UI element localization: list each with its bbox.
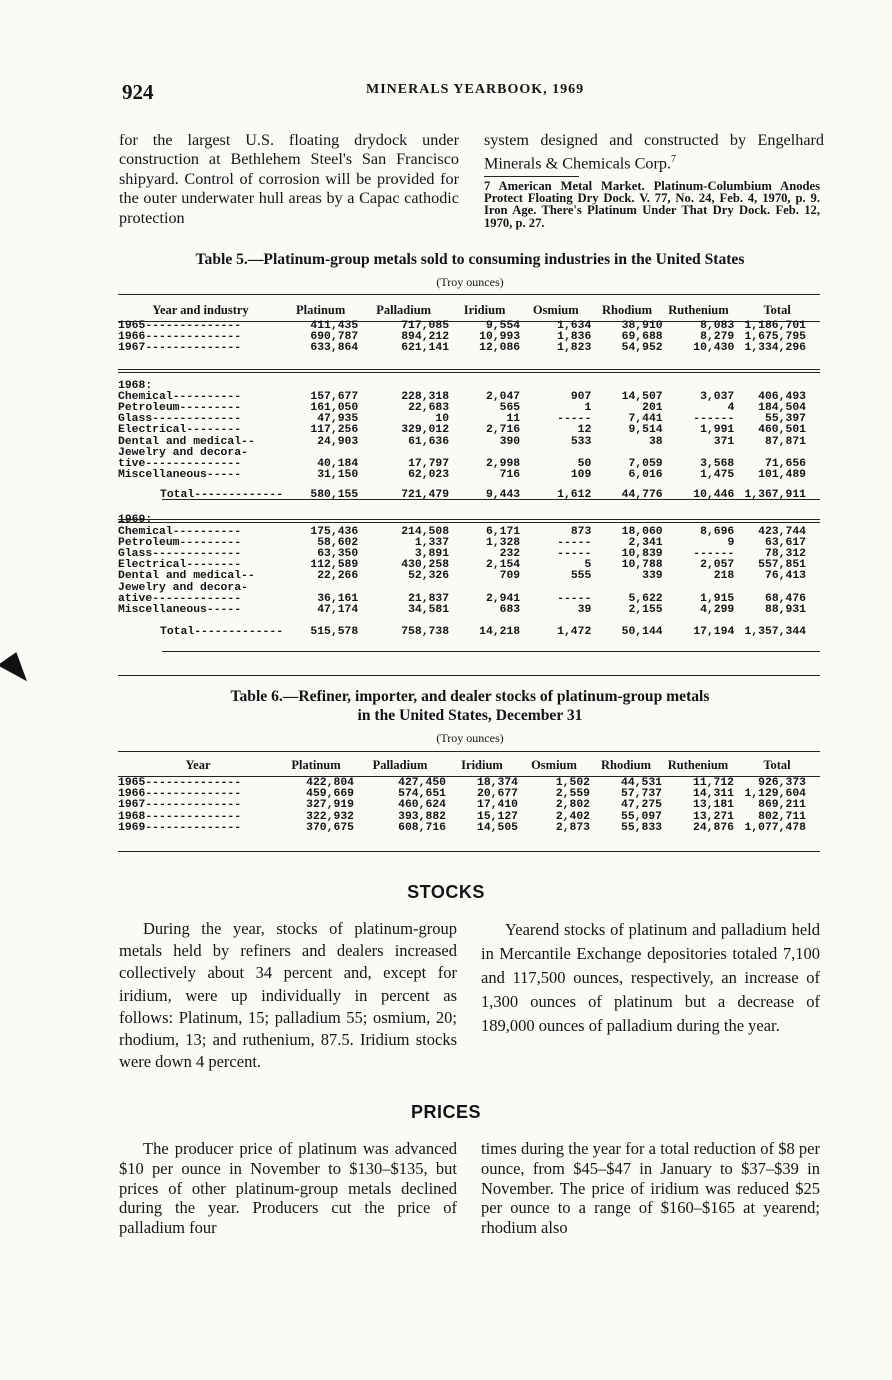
table-cell: 7,059 xyxy=(628,458,663,471)
table-cell: 869,211 xyxy=(758,799,806,812)
table-cell: 2,873 xyxy=(555,821,590,834)
total-cell: 1,367,911 xyxy=(744,489,806,502)
table-cell: 63,617 xyxy=(764,536,806,549)
table-cell: 11 xyxy=(506,413,521,426)
table-cell: 1,077,478 xyxy=(744,821,806,834)
table-cell: 2,802 xyxy=(555,799,590,812)
table-cell: 161,050 xyxy=(310,402,359,415)
total-cell: 1,612 xyxy=(557,489,592,502)
table-cell: 38,910 xyxy=(621,320,663,332)
stocks-heading: STOCKS xyxy=(407,882,485,902)
table-cell: 47,935 xyxy=(317,413,359,426)
stocks-right-text: Yearend stocks of platinum and palladium held in Mercantile Exchange depositories totaled 7,100 and 117,500 ounces, respectively, an increase of 1,300 ounces of platinum but a decrease of 189,000 ounces of palladium during the year. xyxy=(481,920,820,1035)
table-cell: 1,186,701 xyxy=(744,320,806,332)
table-row xyxy=(118,343,820,354)
leader-dots: --------- xyxy=(179,402,242,415)
table-cell: 371 xyxy=(713,435,735,448)
table6-units: (Troy ounces) xyxy=(436,731,504,745)
table-cell: 117,256 xyxy=(310,424,359,437)
leader-dots: ---------- xyxy=(172,525,242,538)
table6-top-rule xyxy=(118,751,820,752)
table-cell: 8,696 xyxy=(700,525,735,538)
row-label: Petroleum--------- xyxy=(118,402,242,415)
leader-dots: -------------- xyxy=(145,458,242,471)
row-label: 1966-------------- xyxy=(118,788,242,801)
table-cell: 717,085 xyxy=(401,320,450,332)
table5-header: Platinum xyxy=(295,302,346,317)
table5-header: Total xyxy=(763,302,791,317)
table-cell: 228,318 xyxy=(401,390,450,403)
table-cell: 690,787 xyxy=(310,331,359,344)
table-cell: 430,258 xyxy=(401,559,450,572)
table-cell: 109 xyxy=(570,469,592,482)
table-cell: 58,602 xyxy=(317,536,359,549)
table5-header: Palladium xyxy=(376,302,432,317)
leader-dots: -------- xyxy=(186,559,242,572)
table-cell: 76,413 xyxy=(764,570,806,583)
table-cell: 1,915 xyxy=(700,592,735,605)
table-cell: 633,864 xyxy=(310,342,359,355)
table-cell: 24,876 xyxy=(692,821,734,834)
table-cell: 17,797 xyxy=(408,458,450,471)
leader-dots: -------------- xyxy=(145,331,242,344)
row-label: ative------------- xyxy=(118,592,242,605)
table-cell: 22,683 xyxy=(408,402,450,415)
table5-units: (Troy ounces) xyxy=(436,275,504,289)
table-cell: 52,326 xyxy=(408,570,450,583)
table-cell: 9,514 xyxy=(628,424,663,437)
table-cell: 5 xyxy=(584,559,592,572)
table-cell: 2,998 xyxy=(485,458,521,471)
table-cell: ----- xyxy=(557,413,592,426)
table-cell: 57,737 xyxy=(620,788,662,801)
table6-header: Osmium xyxy=(531,757,577,772)
leader-dots: ------------- xyxy=(152,413,242,426)
table-row xyxy=(118,425,820,436)
table-cell: 1,328 xyxy=(485,536,521,549)
intro-right-paragraph xyxy=(484,131,824,174)
table-cell: 12 xyxy=(577,424,592,437)
footnote-ref: 7 xyxy=(671,154,677,166)
table-cell: 55,833 xyxy=(620,821,662,834)
table5-top-rule xyxy=(118,294,820,295)
stocks-left-text: During the year, stocks of platinum-group metals held by refiners and dealers increased collectively about 34 percent and, except for iridium, were up individually in percent as follows: Platinum, 15; palladium 55; osmium, 20; rhodium, 13; and ruthenium, 87.5. Iridium stocks were down 4 percent. xyxy=(119,919,457,1072)
table-cell: 34,581 xyxy=(408,604,450,617)
leader-dots: -------------- xyxy=(145,320,242,332)
table5-years-body xyxy=(118,321,820,381)
table-cell: 460,624 xyxy=(398,799,446,812)
row-label: Dental and medical-- xyxy=(118,570,255,583)
table-cell: 873 xyxy=(570,525,592,538)
table6-header: Year xyxy=(185,757,211,772)
table-spacer-cell xyxy=(118,616,820,624)
table-cell: 39 xyxy=(577,604,592,617)
intro-left-text: for the largest U.S. floating drydock under construction at Bethlehem Steel's San Francisco shipyard. Control of corrosion will be provided for the outer underwater hull areas by a Capac cathodic protection xyxy=(119,131,459,227)
total-label: Total------------- xyxy=(160,626,284,639)
table-cell: 18,060 xyxy=(621,525,663,538)
leader-dots: -------------- xyxy=(145,799,242,812)
table-cell: 533 xyxy=(570,435,592,448)
table-cell: 322,932 xyxy=(306,810,354,823)
table-cell: 1,836 xyxy=(557,331,592,344)
leader-dots: -- xyxy=(241,570,255,583)
table-cell: 370,675 xyxy=(306,821,354,834)
table5-header: Rhodium xyxy=(601,302,652,317)
table-cell: 10,993 xyxy=(479,331,521,344)
total-cell: 14,218 xyxy=(479,626,521,639)
table-spacer xyxy=(118,616,820,624)
table-cell: 406,493 xyxy=(758,390,806,403)
leader-dots: ------------- xyxy=(194,626,284,639)
table-cell: 18,374 xyxy=(476,777,518,789)
leader-dots: ------------- xyxy=(152,548,242,561)
table6-header: Ruthenium xyxy=(667,757,729,772)
table-cell: 3,568 xyxy=(700,458,735,471)
table5-total1969-rule xyxy=(162,651,820,652)
table-cell: 6,016 xyxy=(628,469,663,482)
table6-bottom-rule xyxy=(118,851,820,852)
leader-dots: --------- xyxy=(179,536,242,549)
table-cell: 7,441 xyxy=(628,413,663,426)
table-cell: 2,559 xyxy=(555,788,590,801)
table-cell: 557,851 xyxy=(758,559,806,572)
table-cell: 55,397 xyxy=(764,413,806,426)
table-cell: 201 xyxy=(642,402,663,415)
table-cell: 88,931 xyxy=(764,604,806,617)
table-cell: 4,299 xyxy=(700,604,735,617)
table-cell: 393,882 xyxy=(398,810,446,823)
leader-dots: -- xyxy=(241,435,255,448)
table-cell: 2,402 xyxy=(555,810,590,823)
footnote: 7 American Metal Market. Platinum-Columbium Anodes Protect Floating Dry Dock. V. 77, No. 24, Feb. 4, 1970, p. 9. Iron Age. There's Platinum Under That Dry Dock. Feb. 12, 1970, p. 27. xyxy=(484,179,820,230)
leader-dots: -------------- xyxy=(145,777,242,789)
row-label: 1968-------------- xyxy=(118,810,242,823)
table-cell: 87,871 xyxy=(764,435,806,448)
table-cell: 232 xyxy=(499,548,521,561)
total-cell: 44,776 xyxy=(621,489,663,502)
table-spacer-cell xyxy=(118,355,820,381)
row-label: Chemical---------- xyxy=(118,525,242,538)
table-cell: ----- xyxy=(557,548,592,561)
table-row xyxy=(118,470,820,481)
table-cell: 14,505 xyxy=(476,821,518,834)
table-cell: 422,804 xyxy=(306,777,354,789)
total-cell: 1,357,344 xyxy=(744,626,806,639)
table-cell: 15,127 xyxy=(476,810,518,823)
table-cell: 460,501 xyxy=(758,424,806,437)
table-cell: 4 xyxy=(727,402,735,415)
table-cell: 218 xyxy=(713,570,735,583)
page-marker-arrow xyxy=(0,652,34,690)
row-label: Electrical-------- xyxy=(118,424,242,437)
table-cell: 10,839 xyxy=(621,548,663,561)
table-cell: 1,475 xyxy=(700,469,735,482)
table-cell: 716 xyxy=(499,469,521,482)
section-label: 1969: xyxy=(118,514,153,527)
table-cell: 709 xyxy=(499,570,521,583)
table-cell: 14,311 xyxy=(692,788,734,801)
table-cell: 40,184 xyxy=(317,458,359,471)
table-cell: 24,903 xyxy=(317,435,359,448)
leader-dots: -------------- xyxy=(145,810,242,823)
table-spacer xyxy=(118,355,820,381)
table5 xyxy=(118,299,820,638)
table-cell: 6,171 xyxy=(485,525,521,538)
table-cell: 50 xyxy=(577,458,592,471)
table-cell: 78,312 xyxy=(764,548,806,561)
table-cell: 926,373 xyxy=(758,777,806,789)
table-cell: ------ xyxy=(693,548,735,561)
table6-header: Platinum xyxy=(291,757,341,772)
row-label: 1967-------------- xyxy=(118,799,242,812)
total-cell: 10,446 xyxy=(693,489,735,502)
table5-header: Osmium xyxy=(532,302,579,317)
table-cell: 2,341 xyxy=(628,536,663,549)
table-cell: 2,941 xyxy=(485,592,521,605)
table-cell: 11,712 xyxy=(692,777,734,789)
table-cell: 8,083 xyxy=(700,320,735,332)
leader-dots: -------- xyxy=(186,424,242,437)
table-cell: 9 xyxy=(727,536,735,549)
table-cell: 12,086 xyxy=(479,342,521,355)
page-number: 924 xyxy=(122,80,154,104)
table-cell: 1,634 xyxy=(557,320,592,332)
table-cell: 3,891 xyxy=(414,548,450,561)
table-cell: ------ xyxy=(693,413,735,426)
table-spacer-cell xyxy=(118,501,820,515)
leader-dots: ----- xyxy=(206,604,242,617)
table-cell: 38 xyxy=(648,435,663,448)
table5-bottom-rule xyxy=(118,675,820,676)
table-cell: 427,450 xyxy=(398,777,446,789)
table-cell: 22,266 xyxy=(317,570,359,583)
table-cell: 31,150 xyxy=(317,469,359,482)
table-cell: 1,991 xyxy=(700,424,735,437)
table-cell: 9,554 xyxy=(485,320,521,332)
total-cell: 758,738 xyxy=(401,626,450,639)
row-label: Electrical-------- xyxy=(118,559,242,572)
row-label: 1969-------------- xyxy=(118,821,242,834)
table-cell: 44,531 xyxy=(620,777,662,789)
table-cell: 184,504 xyxy=(758,402,806,415)
row-label: 1965-------------- xyxy=(118,777,242,789)
row-label: Jewelry and decora- xyxy=(118,581,248,594)
row-label: Miscellaneous----- xyxy=(118,469,242,482)
table5-header: Ruthenium xyxy=(668,302,729,317)
total-cell: 17,194 xyxy=(693,626,735,639)
total-label: Total------------- xyxy=(160,489,284,502)
row-label: tive-------------- xyxy=(118,458,242,471)
total-cell: 9,443 xyxy=(485,489,521,502)
table-cell: 10,788 xyxy=(621,559,663,572)
table-cell: ----- xyxy=(557,592,592,605)
table-cell: 555 xyxy=(570,570,592,583)
table-cell: 13,181 xyxy=(692,799,734,812)
total-cell: 721,479 xyxy=(401,489,450,502)
total-cell: 50,144 xyxy=(621,626,663,639)
leader-dots: ------------- xyxy=(152,592,242,605)
table-cell: 339 xyxy=(642,570,663,583)
table-cell: 157,677 xyxy=(310,390,359,403)
table-cell: ----- xyxy=(557,536,592,549)
table-cell: 1,129,604 xyxy=(744,788,806,801)
row-label: Glass------------- xyxy=(118,413,242,426)
table-cell: 683 xyxy=(499,604,521,617)
running-title: MINERALS YEARBOOK, 1969 xyxy=(366,82,585,97)
row-label: Jewelry and decora- xyxy=(118,446,248,459)
table-row-total xyxy=(118,624,820,638)
table-cell: 68,476 xyxy=(764,592,806,605)
intro-right-text: system designed and constructed by Engelhard Minerals & Chemicals Corp. xyxy=(484,131,824,173)
table-cell: 327,919 xyxy=(306,799,354,812)
table6-header: Rhodium xyxy=(600,757,652,772)
table-cell: 63,350 xyxy=(317,548,359,561)
table6-header: Total xyxy=(763,757,791,772)
table6-header: Iridium xyxy=(461,757,503,772)
table-cell: 62,023 xyxy=(408,469,450,482)
table-cell: 1 xyxy=(584,402,592,415)
table-cell: 17,410 xyxy=(476,799,518,812)
row-label: Dental and medical-- xyxy=(118,435,255,448)
table-cell: 2,154 xyxy=(485,559,521,572)
table6 xyxy=(118,755,820,834)
prices-left-text: The producer price of platinum was advanced $10 per ounce in November to $130–$135, but prices of other platinum-group metals declined during the year. Producers cut the price of palladium four xyxy=(119,1139,457,1238)
table-cell: 1,334,296 xyxy=(744,342,806,355)
leader-dots: ----- xyxy=(206,469,242,482)
prices-right-text: times during the year for a total reduction of $8 per ounce, from $45–$47 in January to $37–$39 in November. The price of iridium was reduced $25 per ounce to a range of $160–$165 at yearend; rhodium also xyxy=(481,1139,820,1238)
row-label: Chemical---------- xyxy=(118,390,242,403)
leader-dots: -------------- xyxy=(145,821,242,834)
table-cell: 36,161 xyxy=(317,592,359,605)
table-spacer xyxy=(118,501,820,515)
table-cell: 112,589 xyxy=(310,559,359,572)
table-cell: 10,430 xyxy=(693,342,735,355)
leader-dots: ------------- xyxy=(194,489,284,502)
table5-header: Year and industry xyxy=(152,302,249,317)
table5-1969-body xyxy=(118,515,820,638)
table-cell: 459,669 xyxy=(306,788,354,801)
table-cell: 47,275 xyxy=(620,799,662,812)
table-cell: 2,047 xyxy=(485,390,521,403)
leader-dots: -------------- xyxy=(145,342,242,355)
table-cell: 214,508 xyxy=(401,525,450,538)
table-row-total xyxy=(118,487,820,501)
table-cell: 2,716 xyxy=(485,424,521,437)
table-cell: 54,952 xyxy=(621,342,663,355)
table-cell: 565 xyxy=(499,402,521,415)
table-cell: 175,436 xyxy=(310,525,359,538)
table-cell: 574,651 xyxy=(398,788,446,801)
table5-title: Table 5.—Platinum-group metals sold to consuming industries in the United States xyxy=(195,251,745,268)
table-cell: 802,711 xyxy=(758,810,806,823)
row-label: 1967-------------- xyxy=(118,342,242,355)
total-cell: 515,578 xyxy=(310,626,359,639)
prices-heading: PRICES xyxy=(410,1102,482,1122)
table6-header: Palladium xyxy=(372,757,428,772)
table-cell: 2,057 xyxy=(700,559,735,572)
table-cell: 423,744 xyxy=(758,525,806,538)
table-cell: 101,489 xyxy=(758,469,806,482)
table-cell: 2,155 xyxy=(628,604,663,617)
table-cell: 21,837 xyxy=(408,592,450,605)
table-cell: 3,037 xyxy=(700,390,735,403)
table-cell: 61,636 xyxy=(408,435,450,448)
table-row xyxy=(118,571,820,582)
total-cell: 1,472 xyxy=(557,626,592,639)
table5-1968-body xyxy=(118,381,820,516)
table-row xyxy=(118,823,820,834)
table6-title-line1: Table 6.—Refiner, importer, and dealer stocks of platinum-group metals xyxy=(230,688,710,705)
table-cell: 69,688 xyxy=(621,331,663,344)
table-cell: 1,823 xyxy=(557,342,592,355)
leader-dots: ---------- xyxy=(172,390,242,403)
footnote-rule xyxy=(484,176,579,177)
table-cell: 621,141 xyxy=(401,342,450,355)
section-label: 1968: xyxy=(118,379,153,392)
table-cell: 1,502 xyxy=(555,777,590,789)
row-label: 1965-------------- xyxy=(118,320,242,332)
table-cell: 411,435 xyxy=(310,320,359,332)
table-cell: 13,271 xyxy=(692,810,734,823)
table-cell: 14,507 xyxy=(621,390,663,403)
table-cell: 1,337 xyxy=(414,536,450,549)
table-cell: 55,097 xyxy=(620,810,662,823)
table-cell: 608,716 xyxy=(398,821,446,834)
table6-title-line2: in the United States, December 31 xyxy=(357,707,583,724)
table-cell: 907 xyxy=(570,390,592,403)
table-cell: 5,622 xyxy=(628,592,663,605)
table-cell: 329,012 xyxy=(401,424,450,437)
row-label: Miscellaneous----- xyxy=(118,604,242,617)
table5-header: Iridium xyxy=(463,302,506,317)
table-row xyxy=(118,605,820,616)
table-cell: 47,174 xyxy=(317,604,359,617)
table-cell: 1,675,795 xyxy=(744,331,806,344)
table-cell: 8,279 xyxy=(700,331,735,344)
total-cell: 580,155 xyxy=(310,489,359,502)
table-cell: 894,212 xyxy=(401,331,450,344)
table-cell: 20,677 xyxy=(476,788,518,801)
row-label: Glass------------- xyxy=(118,548,242,561)
table6-body xyxy=(118,775,820,834)
table-cell: 390 xyxy=(499,435,521,448)
row-label: 1966-------------- xyxy=(118,331,242,344)
table-cell: 10 xyxy=(435,413,450,426)
table-cell: 71,656 xyxy=(764,458,806,471)
leader-dots: -------------- xyxy=(145,788,242,801)
row-label: Petroleum--------- xyxy=(118,536,242,549)
